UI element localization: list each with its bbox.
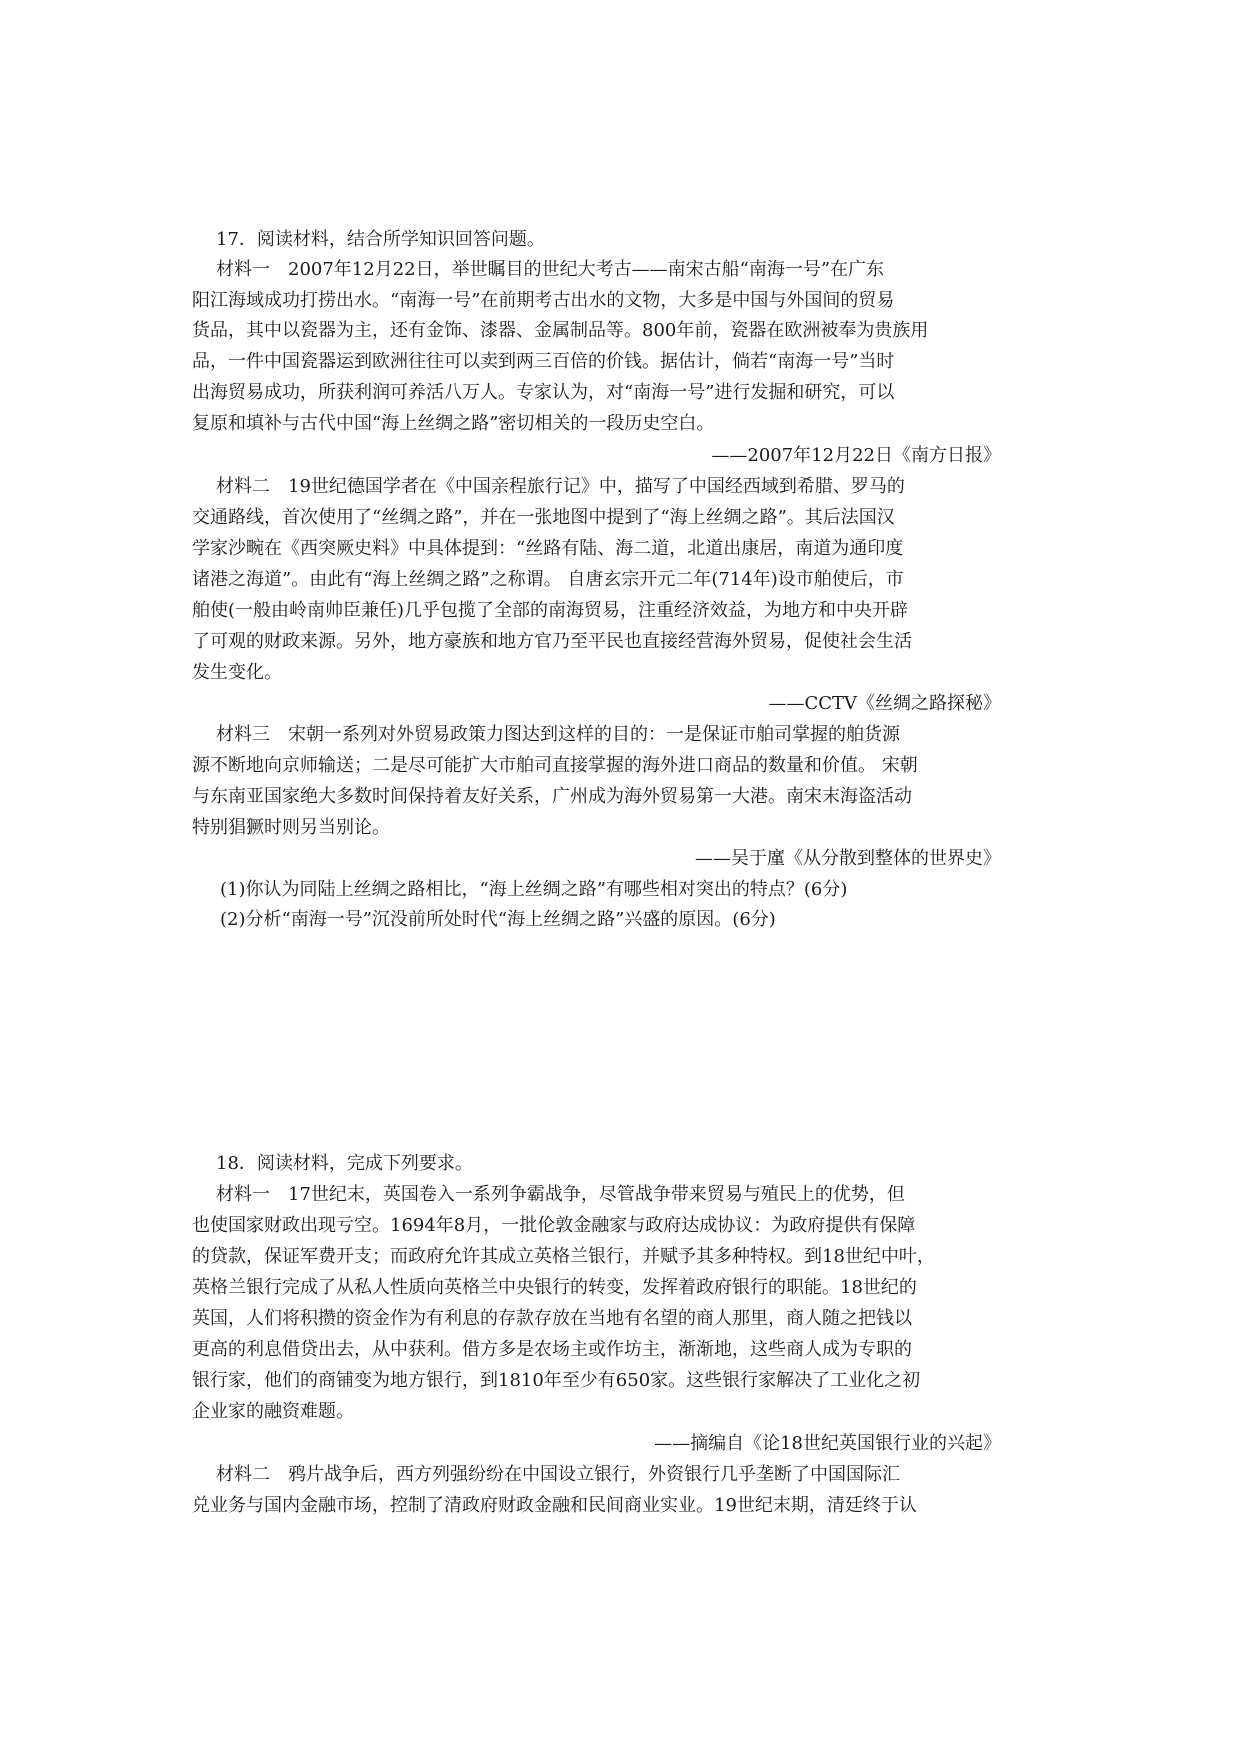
q18-material-2-line: 材料二 鸦片战争后，西方列强纷纷在中国设立银行，外资银行几乎垄断了中国国际汇 — [216, 1464, 900, 1485]
q17-material-2-line: 交通路线，首次使用了“丝绸之路”，并在一张地图中提到了“海上丝绸之路”。其后法国汉 — [192, 507, 895, 528]
q17-material-1-line: 货品，其中以瓷器为主，还有金饰、漆器、金属制品等。800年前，瓷器在欧洲被奉为贵族用 — [192, 320, 929, 341]
q18-material-2-line: 兑业务与国内金融市场，控制了清政府财政金融和民间商业实业。19世纪末期，清廷终于认 — [192, 1495, 917, 1516]
q17-material-2-source: ——CCTV《丝绸之路探秘》 — [768, 693, 1001, 714]
q17-material-1-line: 复原和填补与古代中国“海上丝绸之路”密切相关的一段历史空白。 — [192, 413, 715, 434]
q17-material-1-line: 品，一件中国瓷器运到欧洲往往可以卖到两三百倍的价钱。据估计，倘若“南海一号”当时 — [192, 351, 895, 372]
q17-material-3-source: ——吴于廑《从分散到整体的世界史》 — [695, 848, 1001, 869]
q17-material-2-line: 舶使(一般由岭南帅臣兼任)几乎包揽了全部的南海贸易，注重经济效益，为地方和中央开辟 — [192, 600, 909, 621]
q18-material-1-line: 英国，人们将积攒的资金作为有利息的存款存放在当地有名望的商人那里，商人随之把钱以 — [192, 1308, 912, 1329]
q17-material-2-line: 发生变化。 — [192, 662, 282, 683]
q17-material-1-line: 阳江海域成功打捞出水。“南海一号”在前期考古出水的文物，大多是中国与外国间的贸易 — [192, 290, 895, 311]
question-18-heading: 18．阅读材料，完成下列要求。 — [216, 1153, 473, 1174]
q17-material-3-line: 源不断地向京师输送；二是尽可能扩大市舶司直接掌握的海外进口商品的数量和价值。 宋朝 — [192, 755, 918, 776]
q17-material-3-line: 与东南亚国家绝大多数时间保持着友好关系，广州成为海外贸易第一大港。南宋末海盗活动 — [192, 786, 912, 807]
q18-material-1-line: 材料一 17世纪末，英国卷入一系列争霸战争，尽管战争带来贸易与殖民上的优势，但 — [216, 1184, 905, 1205]
q17-material-3-line: 材料三 宋朝一系列对外贸易政策力图达到这样的目的：一是保证市舶司掌握的舶货源 — [216, 724, 900, 745]
q18-material-1-line: 更高的利息借贷出去，从中获利。借方多是农场主或作坊主，渐渐地，这些商人成为专职的 — [192, 1339, 912, 1360]
q18-material-1-line: 的贷款，保证军费开支；而政府允许其成立英格兰银行，并赋予其多种特权。到18世纪中叶， — [192, 1246, 935, 1267]
q17-material-1-line: 材料一 2007年12月22日，举世瞩目的世纪大考古——南宋古船“南海一号”在广东 — [216, 259, 885, 280]
q18-material-1-source: ——摘编自《论18世纪英国银行业的兴起》 — [654, 1433, 1001, 1454]
q17-material-1-line: 出海贸易成功，所获利润可养活八万人。专家认为，对“南海一号”进行发掘和研究，可以 — [192, 382, 895, 403]
q17-material-3-line: 特别猖獗时则另当别论。 — [192, 817, 390, 838]
q17-material-2-line: 材料二 19世纪德国学者在《中国亲程旅行记》中，描写了中国经西域到希腊、罗马的 — [216, 476, 905, 497]
q17-subquestion-2: (2)分析“南海一号”沉没前所处时代“海上丝绸之路”兴盛的原因。(6分) — [220, 909, 776, 930]
q17-material-2-line: 诸港之海道”。由此有“海上丝绸之路”之称谓。 自唐玄宗开元二年(714年)设市舶使后，市 — [192, 569, 904, 590]
question-17-heading: 17．阅读材料，结合所学知识回答问题。 — [216, 229, 545, 250]
q17-subquestion-1: (1)你认为同陆上丝绸之路相比，“海上丝绸之路”有哪些相对突出的特点？(6分) — [220, 879, 848, 900]
q18-material-1-line: 也使国家财政出现亏空。1694年8月，一批伦敦金融家与政府达成协议：为政府提供有保障 — [192, 1215, 916, 1236]
q18-material-1-line: 英格兰银行完成了从私人性质向英格兰中央银行的转变，发挥着政府银行的职能。18世纪的 — [192, 1277, 917, 1298]
q17-material-2-line: 学家沙畹在《西突厥史料》中具体提到：“丝路有陆、海二道，北道出康居，南道为通印度 — [192, 538, 904, 559]
q17-material-2-line: 了可观的财政来源。另外，地方豪族和地方官乃至平民也直接经营海外贸易，促使社会生活 — [192, 631, 912, 652]
q18-material-1-line: 企业家的融资难题。 — [192, 1401, 354, 1422]
q17-material-1-source: ——2007年12月22日《南方日报》 — [711, 445, 1001, 466]
q18-material-1-line: 银行家，他们的商铺变为地方银行，到1810年至少有650家。这些银行家解决了工业化之初 — [192, 1370, 921, 1391]
